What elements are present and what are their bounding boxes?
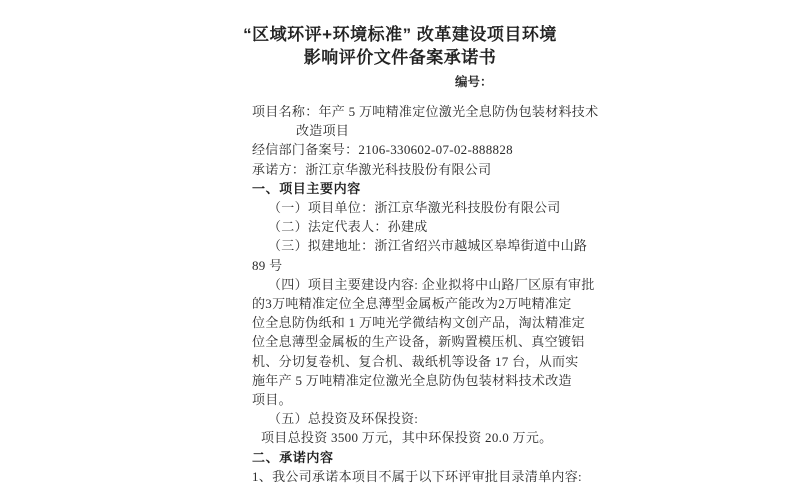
document-title-line-1: “区域环评+环境标准” 改革建设项目环境 xyxy=(243,25,557,44)
document-title-line-2: 影响评价文件备案承诺书 xyxy=(303,48,497,67)
section-1-heading: 一、项目主要内容 xyxy=(252,180,361,196)
body-line-construction-content-5: 机、分切复卷机、复合机、裁纸机等设备 17 台，从而实 xyxy=(252,353,579,369)
document-body xyxy=(252,102,599,486)
serial-number-label: 编号： xyxy=(455,75,493,89)
project-name-line-2: 改造项目 xyxy=(296,123,350,139)
section-2-heading: 二、承诺内容 xyxy=(252,449,334,465)
body-line-legal-representative: （二）法定代表人：孙建成 xyxy=(268,219,428,235)
body-line-construction-content-2: 的3万吨精准定位全息薄型金属板产能改为2万吨精准定 xyxy=(252,296,572,312)
body-line-construction-content-6: 施年产 5 万吨精准定位激光全息防伪包装材料技术改造 xyxy=(252,372,572,388)
document-title xyxy=(0,23,800,69)
body-line-investment-detail: 项目总投资 3500 万元，其中环保投资 20.0 万元。 xyxy=(261,430,553,446)
body-line-investment-heading: （五）总投资及环保投资: xyxy=(268,411,419,427)
body-line-construction-content-1: （四）项目主要建设内容: 企业拟将中山路厂区原有审批 xyxy=(268,276,595,292)
body-line-address-1: （三）拟建地址：浙江省绍兴市越城区皋埠街道中山路 xyxy=(268,238,588,254)
body-line-construction-content-7: 项目。 xyxy=(252,392,292,408)
body-line-construction-content-4: 位全息薄型金属板的生产设备，新购置模压机、真空镀铝 xyxy=(252,334,585,350)
promisor-line: 承诺方：浙江京华激光科技股份有限公司 xyxy=(252,161,492,177)
body-line-construction-content-3: 位全息防伪纸和 1 万吨光学微结构文创产品，淘汰精准定 xyxy=(252,315,586,331)
body-line-address-2: 89 号 xyxy=(252,257,283,273)
body-line-commitment-1: 1、我公司承诺本项目不属于以下环评审批目录清单内容: xyxy=(252,468,582,484)
project-name-line-1: 项目名称：年产 5 万吨精准定位激光全息防伪包装材料技术 xyxy=(252,104,599,119)
filing-number-line: 经信部门备案号：2106-330602-07-02-888828 xyxy=(252,142,513,158)
body-line-project-unit: （一）项目单位：浙江京华激光科技股份有限公司 xyxy=(268,200,561,216)
